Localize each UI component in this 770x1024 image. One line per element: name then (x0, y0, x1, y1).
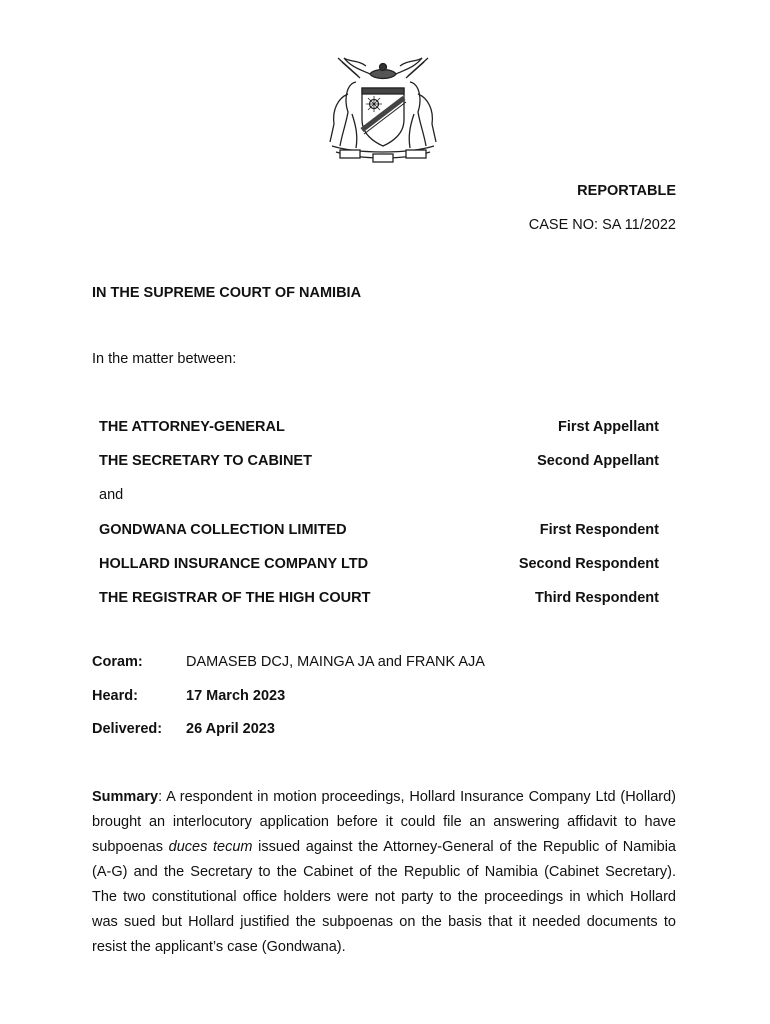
party-role: Third Respondent (534, 590, 659, 606)
reportable-label: REPORTABLE (577, 183, 676, 199)
party-name: HOLLARD INSURANCE COMPANY LTD (99, 556, 369, 572)
summary-label: Summary (92, 789, 159, 805)
party-name: THE SECRETARY TO CABINET (99, 453, 312, 469)
summary-italic-term: duces tecum (168, 839, 253, 855)
delivered-label: Delivered: (92, 721, 163, 737)
summary-paragraph (92, 785, 676, 960)
party-role: First Respondent (539, 522, 659, 538)
coram-label: Coram: (92, 654, 143, 670)
party-row (99, 453, 659, 473)
and-separator (99, 487, 659, 507)
heard-label: Heard: (92, 688, 138, 704)
party-name: THE ATTORNEY-GENERAL (99, 419, 285, 435)
party-role: Second Respondent (518, 556, 659, 572)
matter-intro: In the matter between: (92, 351, 237, 367)
summary-text-part-1: : A respondent in motion proceedings, Hollard Insurance Company Ltd (Hollard) brought an interlocutory application before it could file an answering affidavit to have subpoenas (92, 789, 676, 855)
party-role: First Appellant (558, 419, 659, 435)
party-name: GONDWANA COLLECTION LIMITED (99, 522, 347, 538)
coat-of-arms-icon (318, 54, 448, 166)
party-row (99, 522, 659, 542)
party-role: Second Appellant (537, 453, 659, 469)
party-row (99, 590, 659, 610)
court-title: IN THE SUPREME COURT OF NAMIBIA (92, 285, 362, 301)
coram-value: DAMASEB DCJ, MAINGA JA and FRANK AJA (186, 654, 485, 670)
heard-value: 17 March 2023 (186, 688, 286, 704)
party-row (99, 419, 659, 439)
delivered-value: 26 April 2023 (186, 721, 275, 737)
party-row (99, 556, 659, 576)
and-label: and (99, 487, 124, 503)
summary-text-part-2: issued against the Attorney-General of the Republic of Namibia (A-G) and the Secretary to the Cabinet of the Republic of Namibia (Cabinet Secretary). The two constitutional office holders were not party to the proceedings in which Hollard was sued but Hollard justified the subpoenas on the basis that it needed documents to resist the applicant’s case (Gondwana). (92, 839, 676, 955)
case-number: CASE NO: SA 11/2022 (528, 217, 676, 233)
party-name: THE REGISTRAR OF THE HIGH COURT (99, 590, 371, 606)
